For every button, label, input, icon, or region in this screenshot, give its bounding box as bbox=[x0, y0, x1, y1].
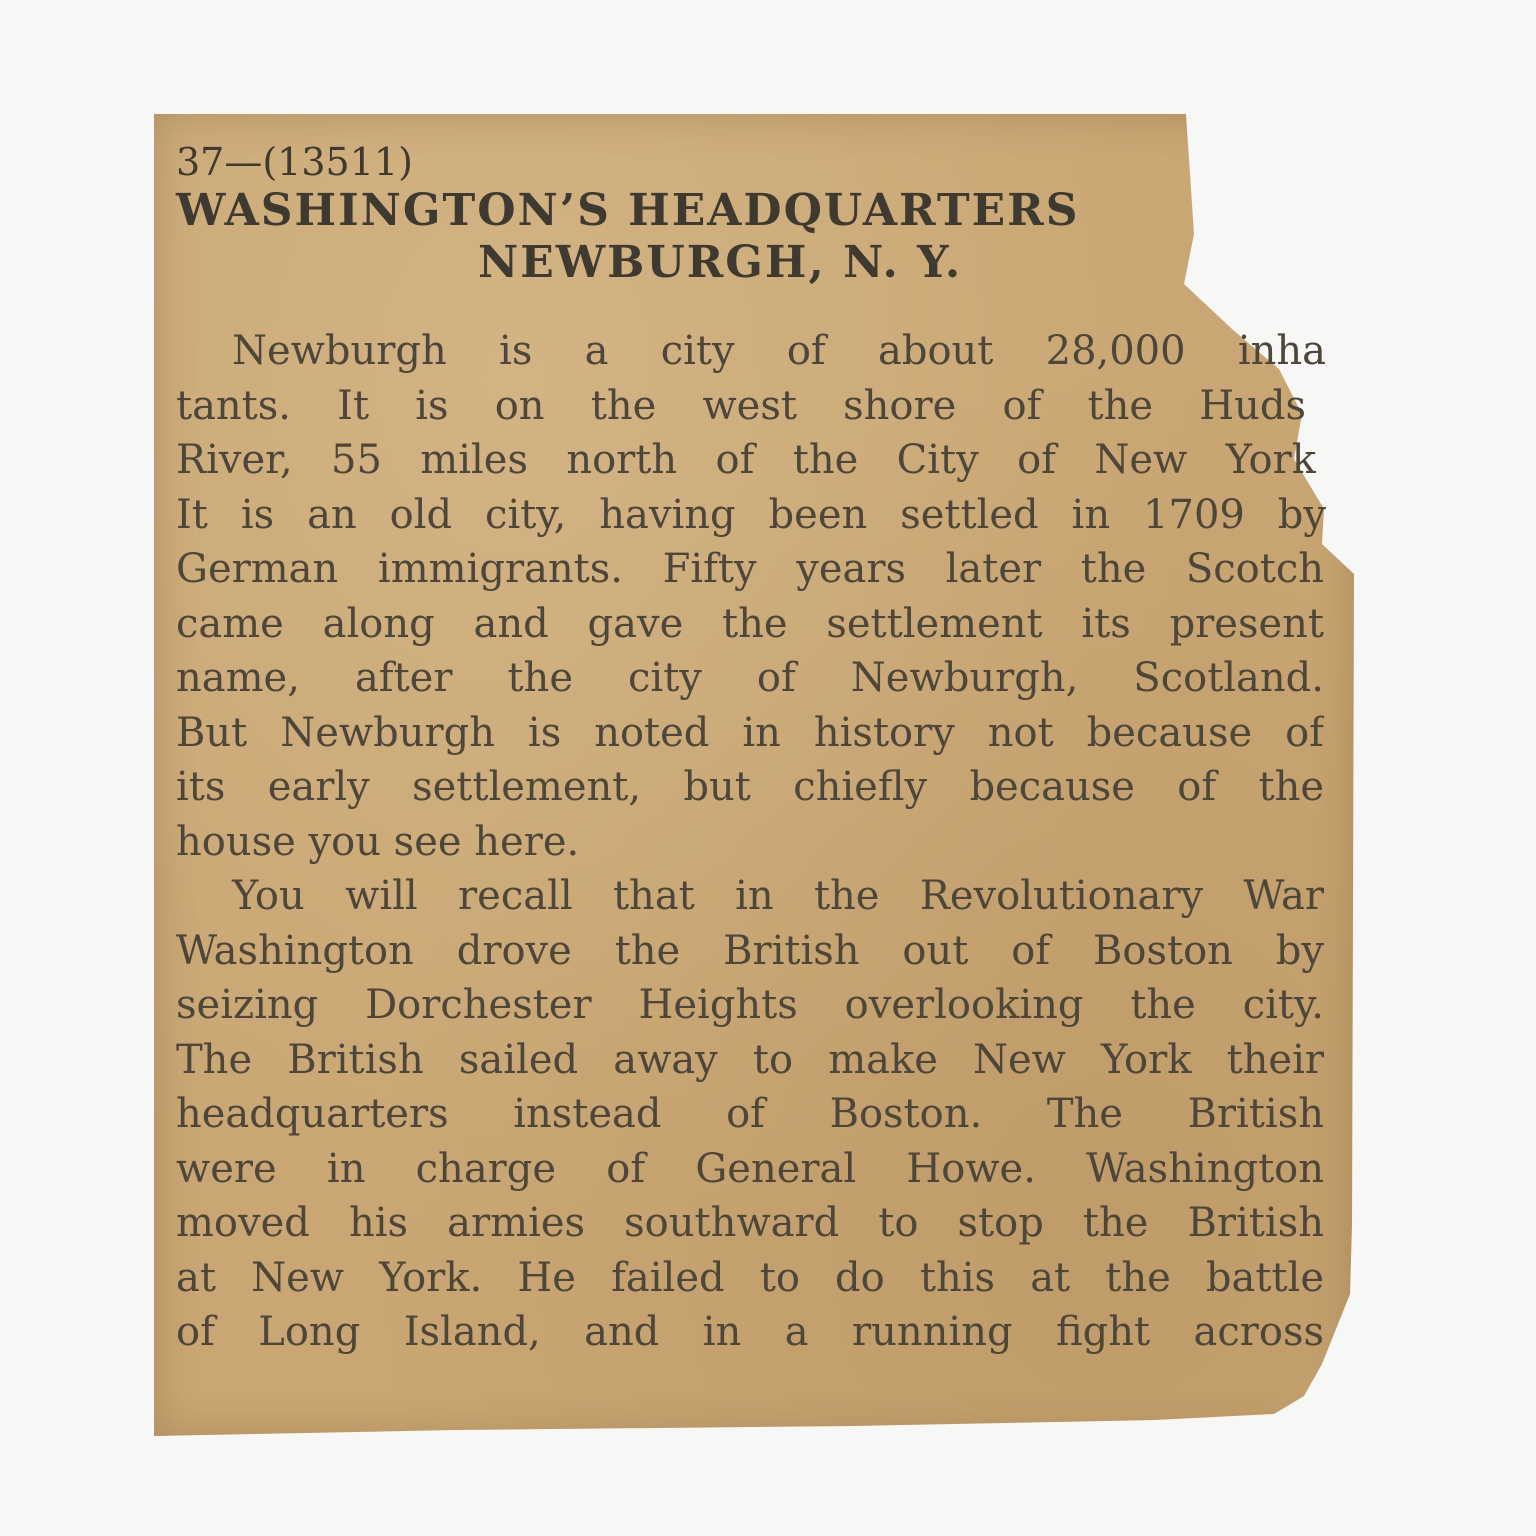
body-line-10: house you see here. bbox=[176, 818, 580, 865]
body-line-13: seizing Dorchester Heights overlooking the city. bbox=[176, 982, 1324, 1028]
body-line-1: Newburgh is a city of about 28,000 inha bbox=[232, 328, 1326, 374]
card-subtitle: NEWBURGH, N. Y. bbox=[478, 237, 963, 288]
body-line-4: It is an old city, having been settled in 1709 by bbox=[176, 491, 1326, 538]
body-line-7: name, after the city of Newburgh, Scotland. bbox=[176, 655, 1324, 701]
body-line-6: came along and gave the settlement its present bbox=[176, 600, 1324, 647]
card-title: WASHINGTON’S HEADQUARTERS bbox=[176, 185, 1080, 236]
body-line-5: German immigrants. Fifty years later the Scotch bbox=[176, 546, 1324, 592]
body-line-17: moved his armies southward to stop the British bbox=[176, 1200, 1324, 1246]
body-text bbox=[176, 324, 1326, 1360]
body-line-19: of Long Island, and in a running fight across bbox=[176, 1309, 1324, 1355]
body-line-12: Washington drove the British out of Boston by bbox=[176, 927, 1324, 974]
body-line-15: headquarters instead of Boston. The British bbox=[176, 1091, 1324, 1137]
body-line-2: tants. It is on the west shore of the Huds bbox=[176, 382, 1306, 429]
body-line-11: You will recall that in the Revolutionary War bbox=[232, 873, 1324, 919]
body-line-9: its early settlement, but chiefly because of the bbox=[176, 764, 1324, 810]
body-line-14: The British sailed away to make New York their bbox=[176, 1036, 1324, 1083]
body-line-3: River, 55 miles north of the City of New York bbox=[176, 437, 1316, 483]
body-line-16: were in charge of General Howe. Washington bbox=[176, 1145, 1324, 1192]
body-line-18: at New York. He failed to do this at the battle bbox=[176, 1254, 1324, 1301]
reference-number: 37—(13511) bbox=[176, 140, 413, 184]
body-line-8: But Newburgh is noted in history not because of bbox=[176, 709, 1324, 756]
